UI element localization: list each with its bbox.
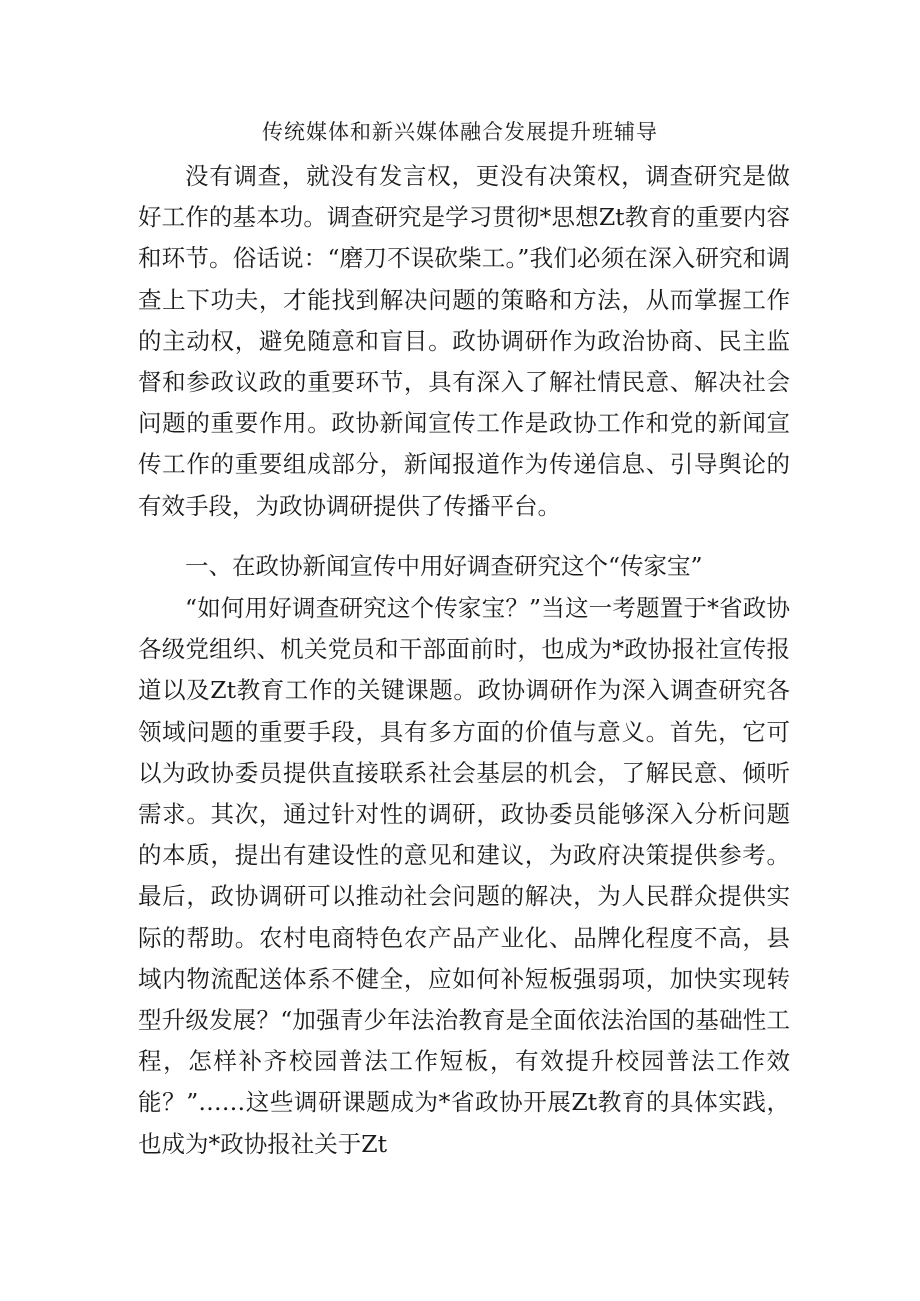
body-paragraph-2-block xyxy=(138,588,790,1165)
body-paragraph: 没有调查，就没有发言权，更没有决策权，调查研究是做好工作的基本功。调查研究是学习贯彻*思想Zt教育的重要内容和环节。俗话说：“磨刀不误砍柴工。”我们必须在深入研究和调查上下功夫，才能找到解决问题的策略和方法，从而掌握工作的主动权，避免随意和盲目。政协调研作为政治协商、民主监督和参政议政的重要环节，具有深入了解社情民意、解决社会问题的重要作用。政协新闻宣传工作是政协工作和党的新闻宣传工作的重要组成部分，新闻报道作为传递信息、引导舆论的有效手段，为政协调研提供了传播平台。 xyxy=(138,162,790,520)
body-paragraph-1-block xyxy=(138,156,790,527)
section-heading-block xyxy=(138,546,790,587)
body-paragraph: “如何用好调查研究这个传家宝？”当这一考题置于*省政协各级党组织、机关党员和干部面前时，也成为*政协报社宣传报道以及Zt教育工作的关键课题。政协调研作为深入调查研究各领域问题的重要手段，具有多方面的价值与意义。首先，它可以为政协委员提供直接联系社会基层的机会，了解民意、倾听需求。其次，通过针对性的调研，政协委员能够深入分析问题的本质，提出有建设性的意见和建议，为政府决策提供参考。最后，政协调研可以推动社会问题的解决，为人民群众提供实际的帮助。农村电商特色农产品产业化、品牌化程度不高，县域内物流配送体系不健全，应如何补短板强弱项，加快实现转型升级发展？“加强青少年法治教育是全面依法治国的基础性工程，怎样补齐校园普法工作短板，有效提升校园普法工作效能？”……这些调研课题成为*省政协开展Zt教育的具体实践，也成为*政协报社关于Zt xyxy=(138,594,790,1158)
section-heading: 一、在政协新闻宣传中用好调查研究这个“传家宝” xyxy=(185,552,703,580)
document-title: 传统媒体和新兴媒体融合发展提升班辅导 xyxy=(262,120,658,144)
